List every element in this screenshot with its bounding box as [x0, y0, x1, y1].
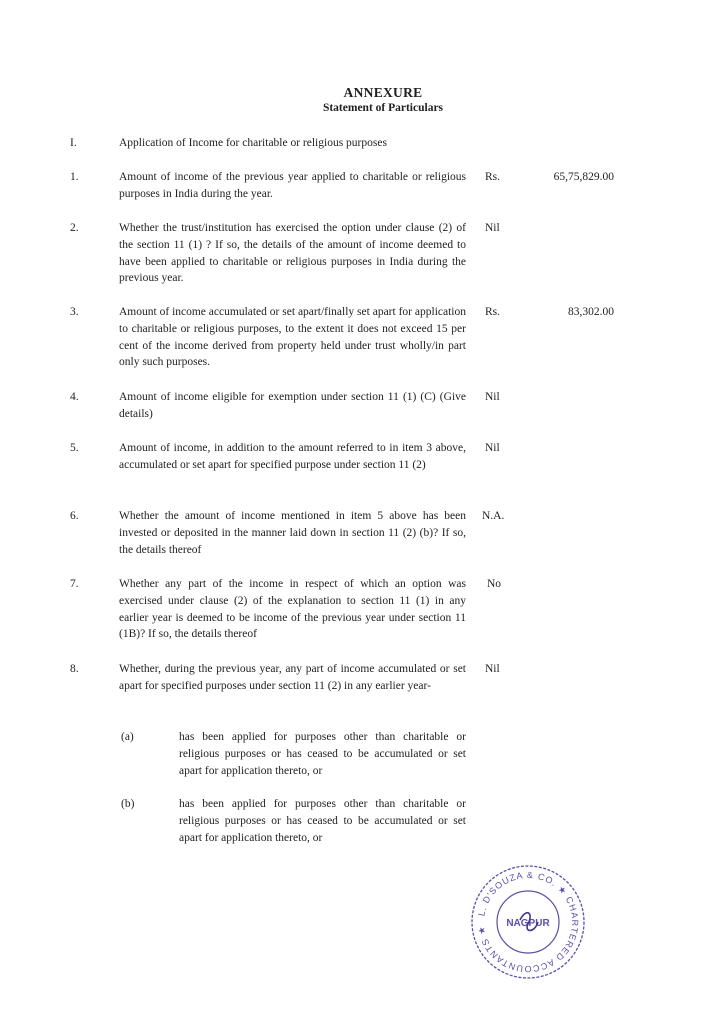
item-value: Nil — [485, 391, 500, 403]
item-number: 3. — [70, 306, 79, 318]
stamp-center-text: NAGPUR — [506, 918, 550, 929]
item-text: Whether the trust/institution has exercised the option under clause (2) of the section 11 (1) ? If so, the details of the amount of income deemed to have been applied to charitable or religious purposes in India during the previous year. — [119, 222, 466, 285]
sub-item-label: (b) — [121, 798, 135, 810]
item-number: 7. — [70, 578, 79, 590]
item-value: N.A. — [482, 510, 505, 522]
svg-text:L. D'SOUZA & CO. ★ CHARTERED A: L. D'SOUZA & CO. ★ CHARTERED ACCOUNTANTS ★ — [475, 869, 581, 975]
item-text: Whether, during the previous year, any part of income accumulated or set apart for specified purposes under section 11 (2) in any earlier year- — [119, 663, 466, 692]
section-number: I. — [70, 137, 77, 149]
item-value: Nil — [485, 442, 500, 454]
item-number: 5. — [70, 442, 79, 454]
item-text: Amount of income accumulated or set apart/finally set apart for application to charitable or religious purposes, to the extent it does not exceed 15 per cent of the income derived from property held under trust wholly/in part only such purposes. — [119, 306, 466, 369]
currency-label: Rs. — [485, 171, 501, 183]
item-number: 1. — [70, 171, 79, 183]
item-text: Whether any part of the income in respect of which an option was exercised under clause (2) of the explanation to section 11 (1) in any earlier year is deemed to be income of the previous year under section 11 (1B)? If so, the details thereof — [119, 578, 466, 641]
sub-item-text: has been applied for purposes other than charitable or religious purposes or has ceased to be accumulated or set apart for application thereto, or — [179, 731, 466, 777]
item-text: Amount of income eligible for exemption under section 11 (1) (C) (Give details) — [119, 391, 466, 420]
currency-label: Rs. — [485, 306, 501, 318]
item-amount: 65,75,829.00 — [553, 171, 614, 183]
stamp-seal-icon — [468, 862, 588, 982]
item-number: 6. — [70, 510, 79, 522]
item-text: Whether the amount of income mentioned in item 5 above has been invested or deposited in the manner laid down in section 11 (2) (b)? If so, the details thereof — [119, 510, 466, 556]
page-subtitle: Statement of Particulars — [322, 102, 444, 114]
item-value: Nil — [485, 222, 500, 234]
item-number: 8. — [70, 663, 79, 675]
item-text: Amount of income of the previous year applied to charitable or religious purposes in India during the year. — [119, 171, 466, 200]
item-number: 4. — [70, 391, 79, 403]
item-value: No — [487, 578, 502, 590]
item-amount: 83,302.00 — [568, 306, 614, 318]
page-title: ANNEXURE — [343, 85, 423, 100]
sub-item-text: has been applied for purposes other than charitable or religious purposes or has ceased to be accumulated or set apart for application thereto, or — [179, 798, 466, 844]
firm-stamp — [468, 862, 588, 982]
section-heading: Application of Income for charitable or religious purposes — [119, 137, 387, 149]
item-number: 2. — [70, 222, 79, 234]
item-text: Amount of income, in addition to the amount referred to in item 3 above, accumulated or set apart for specified purpose under section 11 (2) — [119, 442, 466, 471]
item-value: Nil — [485, 663, 500, 675]
sub-item-label: (a) — [121, 731, 134, 743]
